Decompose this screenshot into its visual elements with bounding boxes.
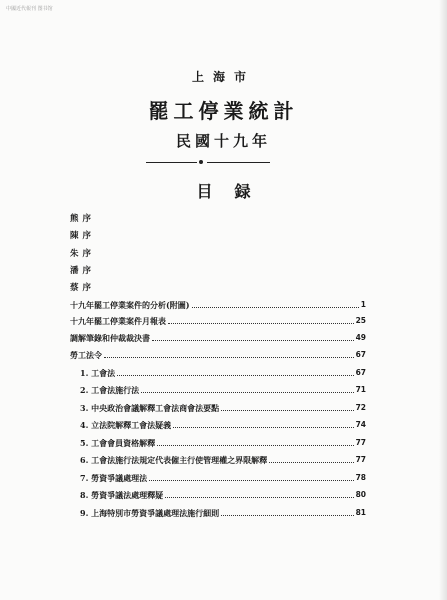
- leader-dots: [104, 356, 354, 358]
- watermark-text: 中國近代報刊 图书馆: [6, 6, 53, 12]
- leader-dots: [149, 479, 353, 481]
- toc-sub-entry: [80, 384, 366, 396]
- leader-dots: [221, 514, 353, 516]
- toc-entry-page: 77: [355, 455, 366, 464]
- toc-sub-entry: [80, 507, 366, 519]
- toc-entry: [70, 299, 366, 311]
- toc-entry-label: 9. 上海特別市勞資爭議處理法施行細則: [80, 508, 220, 518]
- toc-entry-page: 49: [355, 333, 366, 342]
- toc-heading: 目録: [196, 182, 273, 201]
- toc-entry: [70, 332, 366, 344]
- preface-item: 蔡序: [70, 283, 96, 294]
- divider-left: [146, 162, 197, 163]
- toc-entry-page: 67: [355, 350, 366, 359]
- toc-entry-label: 3. 中央政治會議解釋工會法商會法要點: [80, 403, 220, 413]
- page-edge-shadow: [439, 0, 447, 600]
- toc-entry-label: 1. 工會法: [80, 368, 116, 378]
- divider-dot: [199, 160, 203, 164]
- leader-dots: [152, 339, 354, 341]
- toc-entry-label: 勞工法令: [70, 350, 102, 360]
- leader-dots: [165, 496, 353, 498]
- toc-entry-page: 25: [355, 316, 366, 325]
- toc-sub-entry: [80, 402, 366, 414]
- preface-item: 陳序: [70, 231, 96, 242]
- document-title: 罷工停業統計: [148, 99, 299, 123]
- toc-entry-label: 調解筆錄和仲裁裁決書: [70, 333, 150, 343]
- toc-entry-page: 81: [355, 508, 366, 517]
- toc-sub-entry: [80, 472, 366, 484]
- toc-sub-entry: [80, 419, 366, 431]
- preface-list: [70, 213, 95, 299]
- leader-dots: [192, 306, 359, 308]
- toc-entry-label: 6. 工會法施行法規定代表僱主行使管理權之界限解釋: [80, 455, 268, 465]
- preface-item: 朱序: [70, 248, 96, 259]
- toc-entry-page: 74: [355, 420, 366, 429]
- leader-dots: [221, 409, 353, 411]
- leader-dots: [269, 461, 353, 463]
- toc-entry: [70, 349, 366, 361]
- publisher-city: 上海市: [191, 70, 255, 84]
- toc-sub-entry: [80, 489, 366, 501]
- toc-entry-page: 77: [355, 438, 366, 447]
- toc-sub-entry: [80, 437, 366, 449]
- toc-entry-page: 71: [355, 385, 366, 394]
- leader-dots: [173, 426, 353, 428]
- toc-entry-label: 7. 勞資爭議處理法: [80, 473, 148, 483]
- toc-entry-label: 5. 工會會員資格解釋: [80, 438, 156, 448]
- toc-entry-label: 十九年罷工停業案件月報表: [70, 316, 166, 326]
- preface-item: 熊序: [70, 214, 96, 224]
- toc-entry: [70, 315, 366, 327]
- toc-entry-label: 8. 勞資爭議法處理釋疑: [80, 490, 164, 500]
- leader-dots: [117, 374, 353, 376]
- toc-entry-page: 78: [355, 473, 366, 482]
- divider-right: [207, 162, 270, 163]
- leader-dots: [168, 322, 354, 324]
- leader-dots: [141, 391, 353, 393]
- toc-entry-label: 4. 立法院解釋工會法疑義: [80, 420, 172, 430]
- toc-entry-page: 72: [355, 403, 366, 412]
- toc-entry-label: 2. 工會法施行法: [80, 385, 140, 395]
- toc-entry-label: 十九年罷工停業案件的分析(附圖): [70, 300, 190, 310]
- toc-sub-entry: [80, 367, 366, 379]
- leader-dots: [157, 444, 353, 446]
- toc-entry-page: 80: [355, 490, 366, 499]
- toc-entry-page: 1: [360, 300, 366, 309]
- document-year: 民國十九年: [175, 132, 271, 150]
- preface-item: 潘序: [70, 265, 96, 276]
- toc-sub-entry: [80, 454, 366, 466]
- toc-entry-page: 67: [355, 368, 366, 377]
